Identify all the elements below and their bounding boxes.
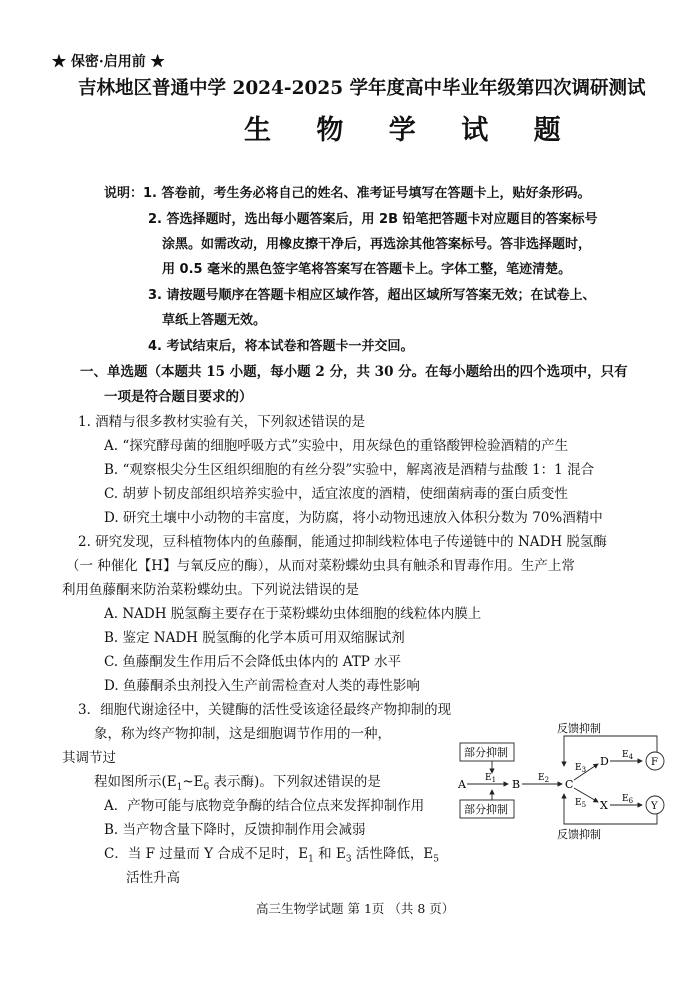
- q1-option-c: C. 胡萝卜韧皮部组织培养实验中，适宜浓度的酒精，使细菌病毒的蛋白质变性: [104, 486, 568, 502]
- product-f: F: [651, 757, 658, 768]
- q1-option-b: B. “观察根尖分生区组织细胞的有丝分裂”实验中，解离液是酒精与盐酸 1：1 混合: [104, 462, 595, 478]
- product-y: Y: [651, 801, 658, 812]
- top-feedback-path: [564, 736, 657, 766]
- q1-option-d: D. 研究土壤中小动物的丰富度，为防腐，将小动物迅速放入体积分数为 70%酒精中: [104, 510, 603, 526]
- partial-inhibition-bottom-label: 部分抑制: [464, 803, 508, 816]
- q3-option-b: B. 当产物含量下降时，反馈抑制作用会减弱: [104, 822, 366, 838]
- enzyme-e4: $E_4$: [622, 750, 634, 761]
- partial-inhibition-top-label: 部分抑制: [464, 746, 508, 759]
- q2-stem-2: （一 种催化【H】与氧反应的酶），从而对菜粉蝶幼虫具有触杀和胃毒作用。生产上常: [66, 558, 575, 574]
- node-b: B: [512, 778, 521, 791]
- q2-option-d: D. 鱼藤酮杀虫剂投入生产前需检查对人类的毒性影响: [104, 678, 420, 694]
- q3-option-c-cont: 活性升高: [126, 870, 180, 886]
- q2-stem-1: 2. 研究发现，豆科植物体内的鱼藤酮，能通过抑制线粒体电子传递链中的 NADH 脱氢酶: [78, 534, 607, 550]
- q3-stem-3: 其调节过: [62, 750, 116, 766]
- q1-option-a: A. “探究酵母菌的细胞呼吸方式”实验中，用灰绿色的重铬酸钾检验酒精的产生: [104, 438, 569, 454]
- section-heading-cont: 一项是符合题目要求的）: [104, 389, 253, 405]
- q3-stem-2: 象，称为终产物抑制，这是细胞调节作用的一种，: [94, 726, 391, 742]
- q2-option-b: B. 鉴定 NADH 脱氢酶的化学本质可用双缩脲试剂: [104, 630, 405, 646]
- q3-option-a: A．产物可能与底物竞争酶的结合位点来发挥抑制作用: [104, 798, 425, 814]
- top-feedback-label: 反馈抑制: [557, 722, 601, 735]
- enzyme-e2: $E_2$: [538, 773, 550, 784]
- note-line-6: 草纸上答题无效。: [162, 313, 267, 328]
- node-c: C: [565, 778, 574, 791]
- note-line-3: 涂黑。如需改动，用橡皮擦干净后，再选涂其他答案标号。答非选择题时，: [162, 237, 592, 252]
- bottom-feedback-label: 反馈抑制: [557, 828, 601, 841]
- note-line-2: 2. 答选择题时，选出每小题答案后，用 2B 铅笔把答题卡对应题目的答案标号: [148, 212, 598, 227]
- q2-stem-3: 利用鱼藤酮来防治菜粉蝶幼虫。下列说法错误的是: [62, 582, 359, 598]
- note-line-5: 3. 请按题号顺序在答题卡相应区域作答，超出区域所写答案无效；在试卷上、: [148, 288, 596, 303]
- note-line-4: 用 0.5 毫米的黑色签字笔将答案写在答题卡上。字体工整，笔迹清楚。: [162, 262, 572, 277]
- enzyme-e5: $E_5$: [575, 798, 587, 809]
- node-x: X: [600, 799, 608, 812]
- note-line-1: 说明：1. 答卷前，考生务必将自己的姓名、准考证号填写在答题卡上，贴好条形码。: [104, 186, 591, 201]
- enzyme-e3: $E_3$: [575, 763, 587, 774]
- page-footer: 高三生物学试题 第 1页 （共 8 页）: [256, 901, 455, 916]
- q3-stem-1: 3．细胞代谢途径中，关键酶的活性受该途径最终产物抑制的现: [78, 702, 452, 718]
- section-heading: 一、单选题（本题共 15 小题，每小题 2 分，共 30 分。在每小题给出的四个选项中，只有: [80, 364, 628, 380]
- enzyme-e6: $E_6$: [622, 794, 634, 805]
- q2-option-a: A. NADH 脱氢酶主要存在于菜粉蝶幼虫体细胞的线粒体内膜上: [104, 606, 482, 622]
- feedback-inhibition-diagram: [452, 718, 678, 842]
- q2-option-c: C. 鱼藤酮发生作用后不会降低虫体内的 ATP 水平: [104, 654, 402, 670]
- node-a: A: [458, 778, 466, 791]
- q1-stem: 1. 酒精与很多教材实验有关，下列叙述错误的是: [78, 414, 366, 430]
- school-title: 吉林地区普通中学 2024-2025 学年度高中毕业年级第四次调研测试: [78, 78, 646, 99]
- node-d: D: [600, 755, 609, 768]
- enzyme-e1: $E_1$: [485, 773, 497, 784]
- note-line-7: 4. 考试结束后，将本试卷和答题卡一并交回。: [148, 339, 414, 354]
- secret-label: ★ 保密·启用前 ★: [52, 54, 165, 70]
- q3-option-c: C．当 F 过量而 Y 合成不足时，$E_1$ 和 $E_3$ 活性降低，$E_5$: [104, 846, 439, 865]
- exam-title: 生 物 学 试 题: [244, 115, 579, 146]
- q3-stem-4: 程如图所示($E_1\sim E_6$ 表示酶)。下列叙述错误的是: [94, 774, 381, 793]
